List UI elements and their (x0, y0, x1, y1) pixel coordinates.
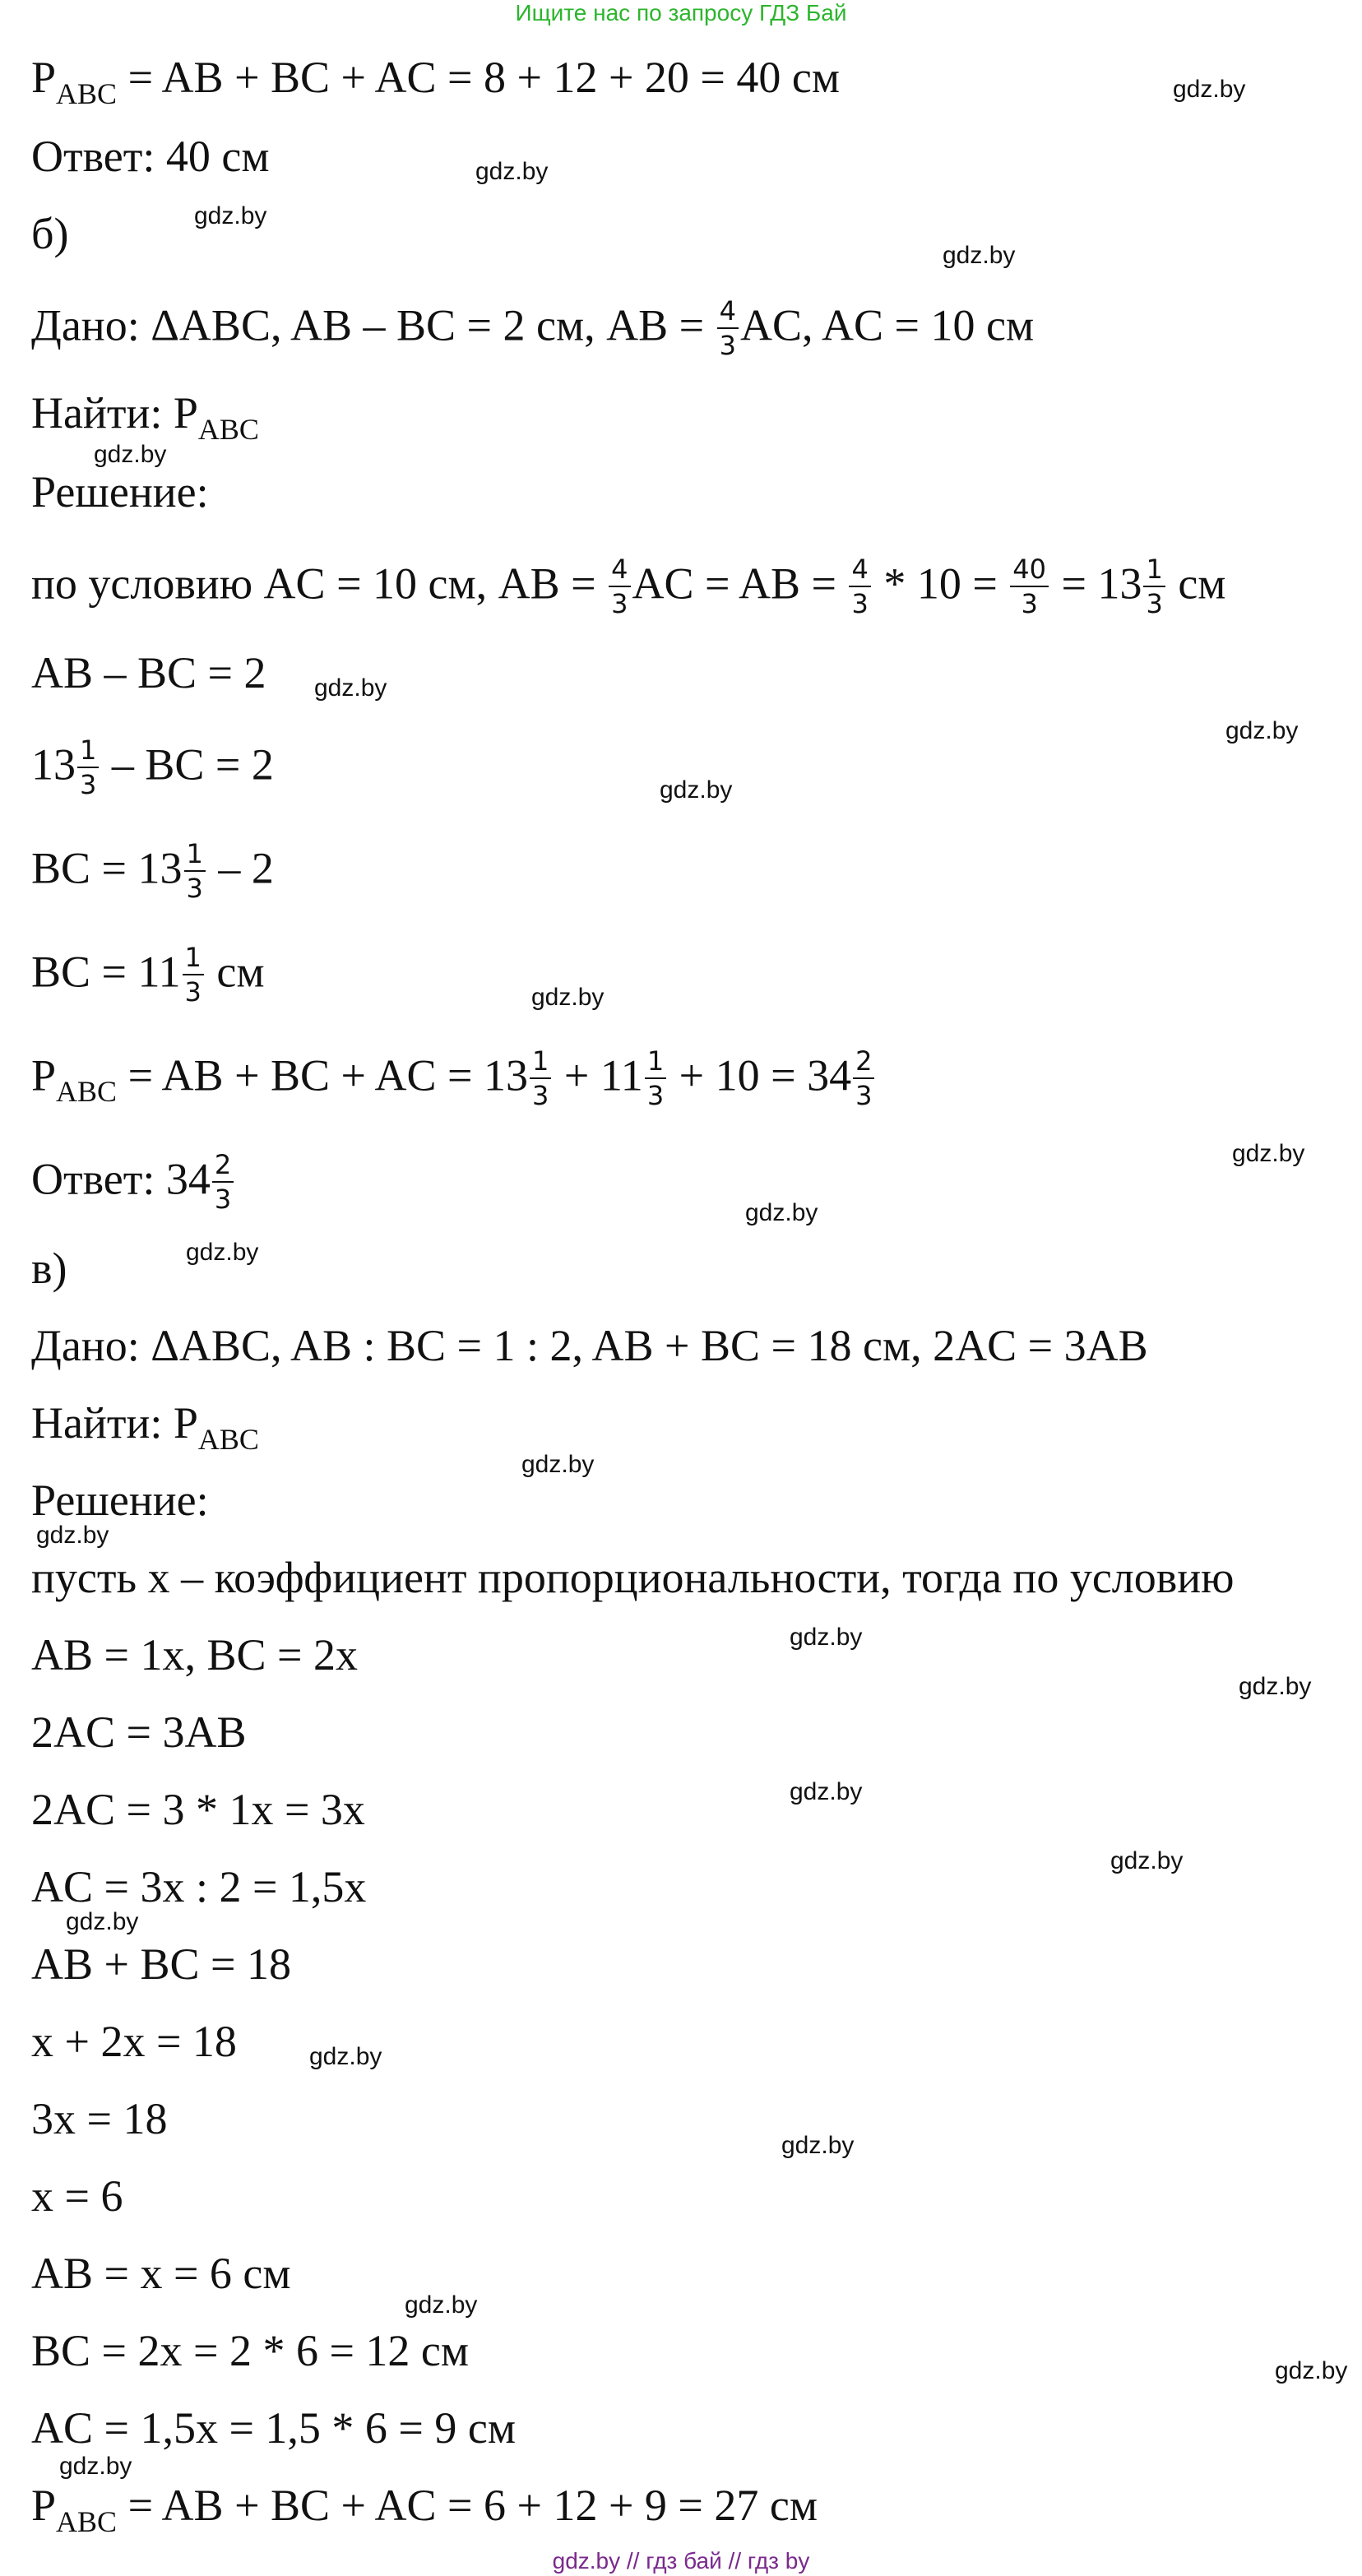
line-given-c (31, 1319, 1148, 1372)
text-segment: * 10 = (872, 558, 1009, 609)
fraction (717, 296, 739, 360)
text-segment: = AB + BC + AC = 8 + 12 + 20 = 40 см (117, 53, 841, 102)
line-answer-a (31, 130, 270, 183)
line-b-step4 (31, 944, 265, 1008)
text-segment: P (31, 1050, 57, 1100)
fraction (609, 554, 630, 619)
footer-credit: gdz.by // гдз бай // гдз by (552, 2548, 810, 2574)
text-segment: + 10 = 34 (668, 1050, 852, 1100)
watermark: gdz.by (66, 1908, 139, 1935)
watermark: gdz.by (94, 441, 167, 468)
text-segment: Дано: ΔABC, AB : BC = 1 : 2, AB + BC = 18 см, 2AC = 3AB (31, 1321, 1148, 1370)
fraction (183, 943, 204, 1007)
subscript: ABC (197, 413, 259, 446)
text-segment: AB – BC = 2 (31, 648, 266, 697)
top-banner: Ищите нас по запросу ГДЗ Бай (515, 0, 847, 25)
line-solution-b (31, 466, 209, 518)
text-segment: = 13 (1050, 558, 1142, 609)
watermark: gdz.by (1275, 2357, 1348, 2384)
line-part-b (31, 207, 68, 260)
text-segment: = AB + BC + AC = 6 + 12 + 9 = 27 см (117, 2481, 818, 2530)
watermark: gdz.by (186, 1239, 259, 1266)
text-segment: AC = 1,5x = 1,5 * 6 = 9 см (31, 2403, 517, 2453)
watermark: gdz.by (790, 1624, 863, 1651)
text-segment: AC, AC = 10 см (739, 300, 1035, 350)
watermark: gdz.by (781, 2132, 855, 2159)
text-segment: P (31, 2481, 57, 2530)
line-b-step3 (31, 838, 274, 905)
text-segment: 13 (31, 739, 76, 790)
line-c-step5 (31, 1860, 366, 1913)
fraction (1143, 554, 1165, 619)
watermark: gdz.by (59, 2453, 132, 2480)
text-segment: пусть x – коэффициент пропорциональности, тогда по условию (31, 1553, 1235, 1602)
text-segment: 2AC = 3 * 1x = 3x (31, 1785, 365, 1834)
fraction (645, 1046, 666, 1110)
fraction-numerator: 1 (1143, 554, 1165, 587)
text-segment: Ответ: 40 см (31, 132, 270, 181)
text-segment: Ответ: 34 (31, 1154, 211, 1204)
text-segment: BC = 13 (31, 843, 183, 893)
fraction-denominator: 3 (855, 1080, 873, 1111)
fraction-numerator: 1 (183, 943, 204, 975)
text-segment: AB = x = 6 см (31, 2249, 291, 2298)
fraction (77, 735, 99, 799)
fraction-numerator: 1 (77, 735, 99, 768)
text-segment: Решение: (31, 467, 209, 517)
fraction-denominator: 3 (611, 588, 628, 619)
watermark: gdz.by (790, 1778, 863, 1805)
text-segment: x + 2x = 18 (31, 2017, 237, 2066)
text-segment: 2AC = 3AB (31, 1707, 247, 1757)
line-perimeter-c (31, 2479, 818, 2537)
line-c-step2 (31, 1629, 358, 1681)
watermark: gdz.by (1173, 76, 1246, 103)
fraction-denominator: 3 (1021, 588, 1038, 619)
fraction-denominator: 3 (719, 330, 736, 361)
line-b-step2 (31, 734, 274, 801)
line-given-b (31, 295, 1035, 362)
line-c-step3 (31, 1706, 246, 1758)
text-segment: в) (31, 1244, 67, 1293)
watermark: gdz.by (405, 2291, 478, 2319)
line-c-step4 (31, 1783, 365, 1836)
fraction-numerator: 4 (717, 296, 739, 329)
line-find-c (31, 1397, 259, 1454)
subscript: ABC (56, 77, 118, 110)
subscript: ABC (197, 1423, 259, 1456)
text-segment: BC = 11 (31, 947, 181, 997)
text-segment: Дано: ΔABC, AB – BC = 2 см, AB = (31, 300, 716, 350)
text-segment: = AB + BC + AC = 13 (117, 1050, 528, 1100)
fraction-denominator: 3 (1146, 588, 1163, 619)
text-segment: Найти: P (31, 1398, 198, 1448)
watermark: gdz.by (660, 776, 733, 804)
text-segment: см (1166, 558, 1226, 609)
text-segment: AB = 1x, BC = 2x (31, 1630, 358, 1679)
fraction-numerator: 1 (530, 1046, 551, 1079)
text-segment: P (31, 53, 57, 102)
fraction-numerator: 2 (212, 1150, 234, 1183)
watermark: gdz.by (194, 202, 267, 229)
fraction-numerator: 4 (609, 554, 630, 587)
watermark: gdz.by (309, 2043, 382, 2070)
fraction (530, 1046, 551, 1110)
watermark: gdz.by (1225, 717, 1299, 744)
fraction (849, 554, 870, 619)
watermark: gdz.by (745, 1199, 818, 1226)
fraction-numerator: 1 (645, 1046, 666, 1079)
subscript: ABC (56, 2505, 118, 2538)
line-c-step9 (31, 2170, 123, 2222)
fraction (212, 1150, 234, 1214)
line-c-step12 (31, 2402, 516, 2454)
fraction-numerator: 4 (849, 554, 870, 587)
watermark: gdz.by (531, 984, 605, 1011)
fraction-denominator: 3 (214, 1184, 232, 1215)
line-c-step6 (31, 1938, 291, 1990)
fraction (184, 839, 206, 903)
text-segment: AC = 3x : 2 = 1,5x (31, 1862, 367, 1911)
fraction-denominator: 3 (80, 769, 97, 800)
text-segment: Решение: (31, 1476, 209, 1525)
text-segment: – 2 (206, 843, 274, 893)
line-c-step8 (31, 2092, 167, 2145)
line-condition-b (31, 556, 1225, 620)
line-find-b (31, 387, 259, 444)
subscript: ABC (56, 1075, 118, 1109)
watermark: gdz.by (36, 1522, 109, 1549)
watermark: gdz.by (1232, 1140, 1305, 1167)
text-segment: Найти: P (31, 388, 198, 438)
text-segment: + 11 (553, 1050, 643, 1100)
watermark: gdz.by (1110, 1847, 1184, 1874)
line-b-step1 (31, 646, 266, 699)
fraction-denominator: 3 (532, 1080, 549, 1111)
fraction-denominator: 3 (186, 873, 203, 904)
watermark: gdz.by (314, 674, 387, 702)
text-segment: б) (31, 209, 69, 258)
fraction-numerator: 1 (184, 839, 206, 872)
watermark: gdz.by (475, 158, 549, 185)
fraction-denominator: 3 (184, 976, 202, 1008)
fraction-numerator: 40 (1010, 554, 1049, 587)
line-perimeter-a (31, 51, 840, 109)
fraction (853, 1046, 874, 1110)
line-perimeter-b (31, 1045, 876, 1112)
line-part-c (31, 1242, 67, 1295)
watermark: gdz.by (521, 1451, 595, 1478)
fraction (1010, 554, 1049, 619)
text-segment: AB + BC = 18 (31, 1939, 291, 1989)
fraction-denominator: 3 (851, 588, 869, 619)
text-segment: AC = AB = (632, 558, 848, 609)
text-segment: BC = 2x = 2 * 6 = 12 см (31, 2326, 470, 2375)
text-segment: x = 6 (31, 2171, 123, 2221)
text-segment: см (205, 947, 265, 997)
line-c-step10 (31, 2247, 291, 2300)
line-solution-c (31, 1474, 209, 1527)
line-answer-b (31, 1151, 235, 1216)
watermark: gdz.by (1239, 1673, 1312, 1700)
text-segment: по условию AC = 10 см, AB = (31, 558, 608, 609)
line-c-step1 (31, 1551, 1234, 1604)
fraction-numerator: 2 (853, 1046, 874, 1079)
watermark: gdz.by (943, 242, 1016, 269)
line-c-step7 (31, 2015, 237, 2068)
line-c-step11 (31, 2324, 469, 2377)
fraction-denominator: 3 (646, 1080, 665, 1111)
text-segment: 3x = 18 (31, 2094, 168, 2143)
text-segment: – BC = 2 (100, 739, 274, 790)
